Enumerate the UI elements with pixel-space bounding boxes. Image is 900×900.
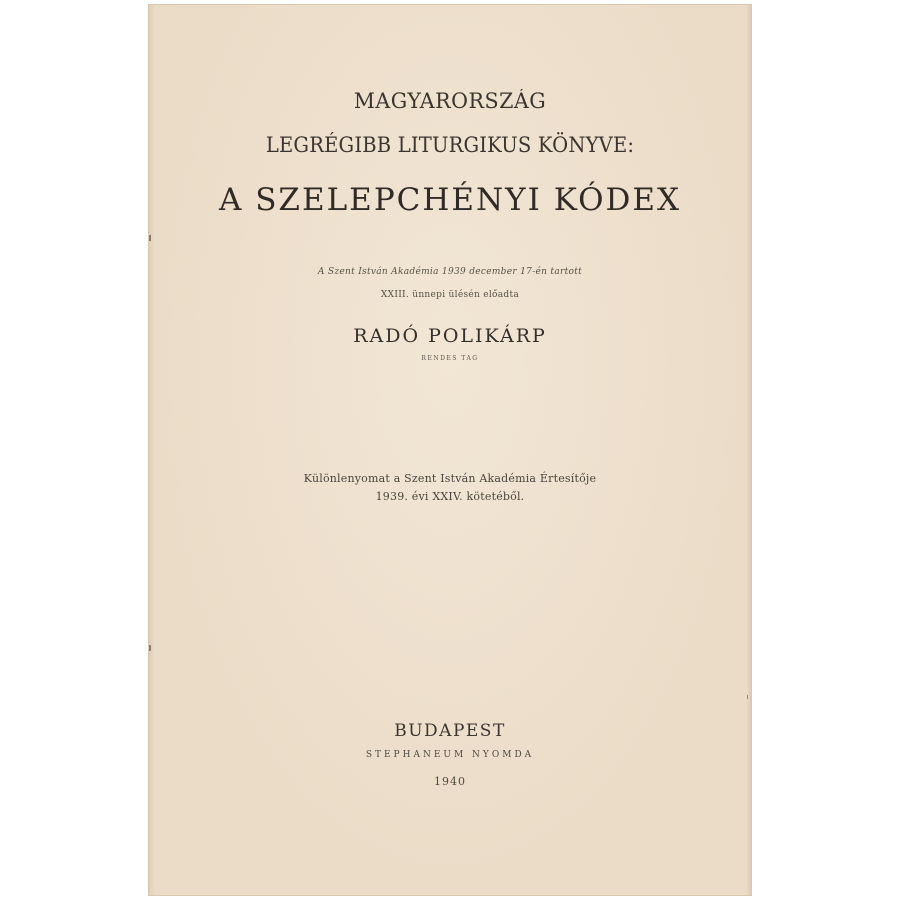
author-name: RADÓ POLIKÁRP xyxy=(353,325,547,347)
spine-staple-mark xyxy=(149,645,151,651)
author-role: RENDES TAG xyxy=(421,355,479,362)
printer-name: STEPHANEUM NYOMDA xyxy=(365,750,535,760)
publication-year: 1940 xyxy=(434,775,466,788)
title-line-2: LEGRÉGIBB LITURGIKUS KÖNYVE: xyxy=(265,133,635,157)
lecture-note-line-1: A Szent István Akadémia 1939 december 17-én tartott xyxy=(317,267,583,277)
edge-mark xyxy=(747,695,748,699)
title-line-1: MAGYARORSZÁG xyxy=(353,89,547,113)
main-title: A SZELEPCHÉNYI KÓDEX xyxy=(218,182,682,218)
spine-staple-mark xyxy=(149,235,151,241)
offprint-note-line-1: Különlenyomat a Szent István Akadémia Értesítője xyxy=(303,472,597,485)
publication-city: BUDAPEST xyxy=(394,721,506,741)
lecture-note-line-2: XXIII. ünnepi ülésén előadta xyxy=(380,290,520,300)
offprint-note-line-2: 1939. évi XXIV. kötetéből. xyxy=(375,490,525,503)
book-cover xyxy=(149,5,751,895)
